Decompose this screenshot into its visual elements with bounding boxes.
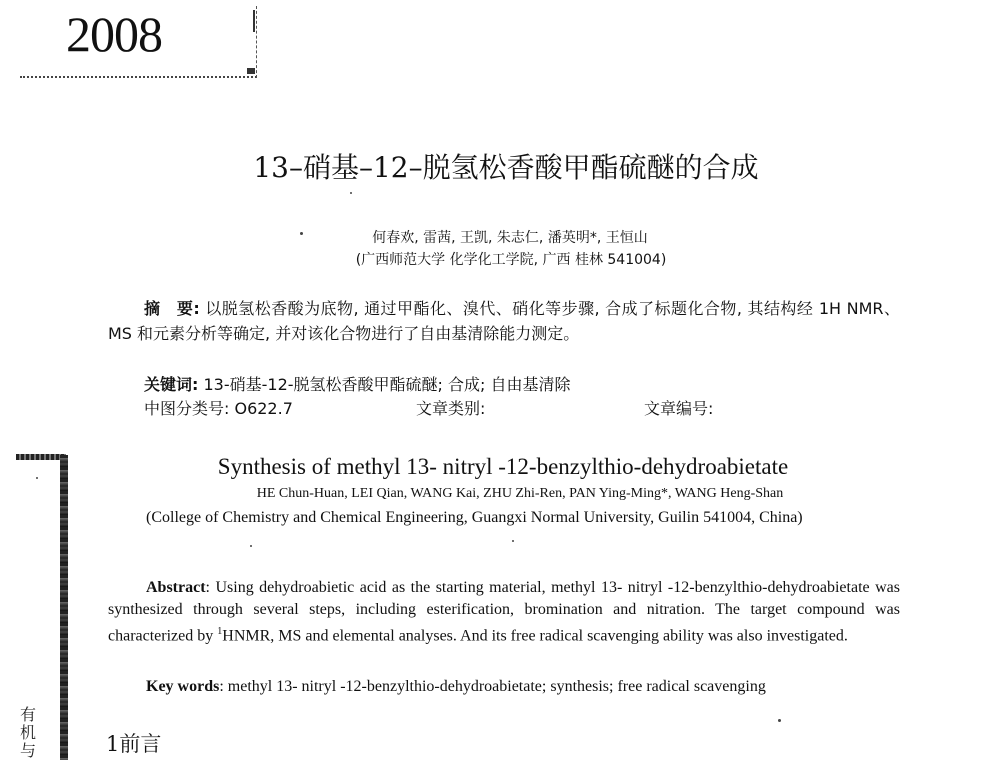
abstract-en-label: Abstract (146, 579, 206, 596)
affiliation-en: (College of Chemistry and Chemical Engineering, Guangxi Normal University, Guilin 541004, China) (146, 509, 803, 526)
paper-title-cn: 13–硝基–12–脱氢松香酸甲酯硫醚的合成 (253, 151, 759, 184)
keywords-cn-text: 13-硝基-12-脱氢松香酸甲酯硫醚; 合成; 自由基清除 (203, 375, 571, 394)
margin-text: 有机与 (20, 705, 37, 760)
margin-binding-strip (60, 455, 68, 760)
abstract-cn-text: 以脱氢松香酸为底物, 通过甲酯化、溴代、硝化等步骤, 合成了标题化合物, 其结构经 1H NMR、MS 和元素分析等确定, 并对该化合物进行了自由基清除能力测定。 (108, 299, 900, 343)
article-number: 文章编号: (644, 399, 714, 418)
authors-cn: 何春欢, 雷茜, 王凯, 朱志仁, 潘英明*, 王恒山 (372, 230, 648, 246)
paper-title-en: Synthesis of methyl 13- nitryl -12-benzylthio-dehydroabietate (217, 454, 789, 479)
scan-speck (512, 540, 514, 542)
scan-speck (778, 719, 781, 722)
keywords-en (146, 676, 766, 698)
keywords-cn-label: 关键词: (144, 375, 199, 394)
authors-en: HE Chun-Huan, LEI Qian, WANG Kai, ZHU Zhi-Ren, PAN Ying-Ming*, WANG Heng-Shan (256, 486, 784, 501)
abstract-en-text-1: : Using dehydroabietic acid as the starting material, methyl 13- nitryl -12-benzylthio-dehydroabietate was synthesized through several steps, including esterification, bromination and nitration. The target compound was characterized by (108, 579, 900, 645)
scan-speck (300, 232, 303, 235)
scan-mark (253, 10, 255, 32)
scan-speck (36, 477, 38, 479)
scan-speck (350, 192, 352, 194)
margin-strip-top (16, 454, 66, 460)
year-label: 2008 (66, 6, 162, 62)
abstract-cn (108, 296, 900, 346)
scan-speck (250, 545, 252, 547)
abstract-cn-label: 摘 要: (144, 299, 200, 318)
abstract-en-text-2: HNMR, MS and elemental analyses. And its free radical scavenging ability was also investigated. (222, 627, 848, 645)
class-number: 中图分类号: O622.7 (144, 399, 293, 418)
keywords-cn (144, 373, 571, 397)
section-heading: 1前言 (106, 732, 162, 756)
affiliation-cn: (广西师范大学 化学化工学院, 广西 桂林 541004) (355, 252, 667, 268)
article-type: 文章类别: (416, 399, 486, 418)
scan-mark (247, 68, 255, 74)
keywords-en-text: : methyl 13- nitryl -12-benzylthio-dehydroabietate; synthesis; free radical scavenging (219, 678, 766, 695)
abstract-en (108, 577, 900, 647)
keywords-en-label: Key words (146, 678, 220, 695)
abstract-en-superscript: 1 (217, 626, 223, 637)
